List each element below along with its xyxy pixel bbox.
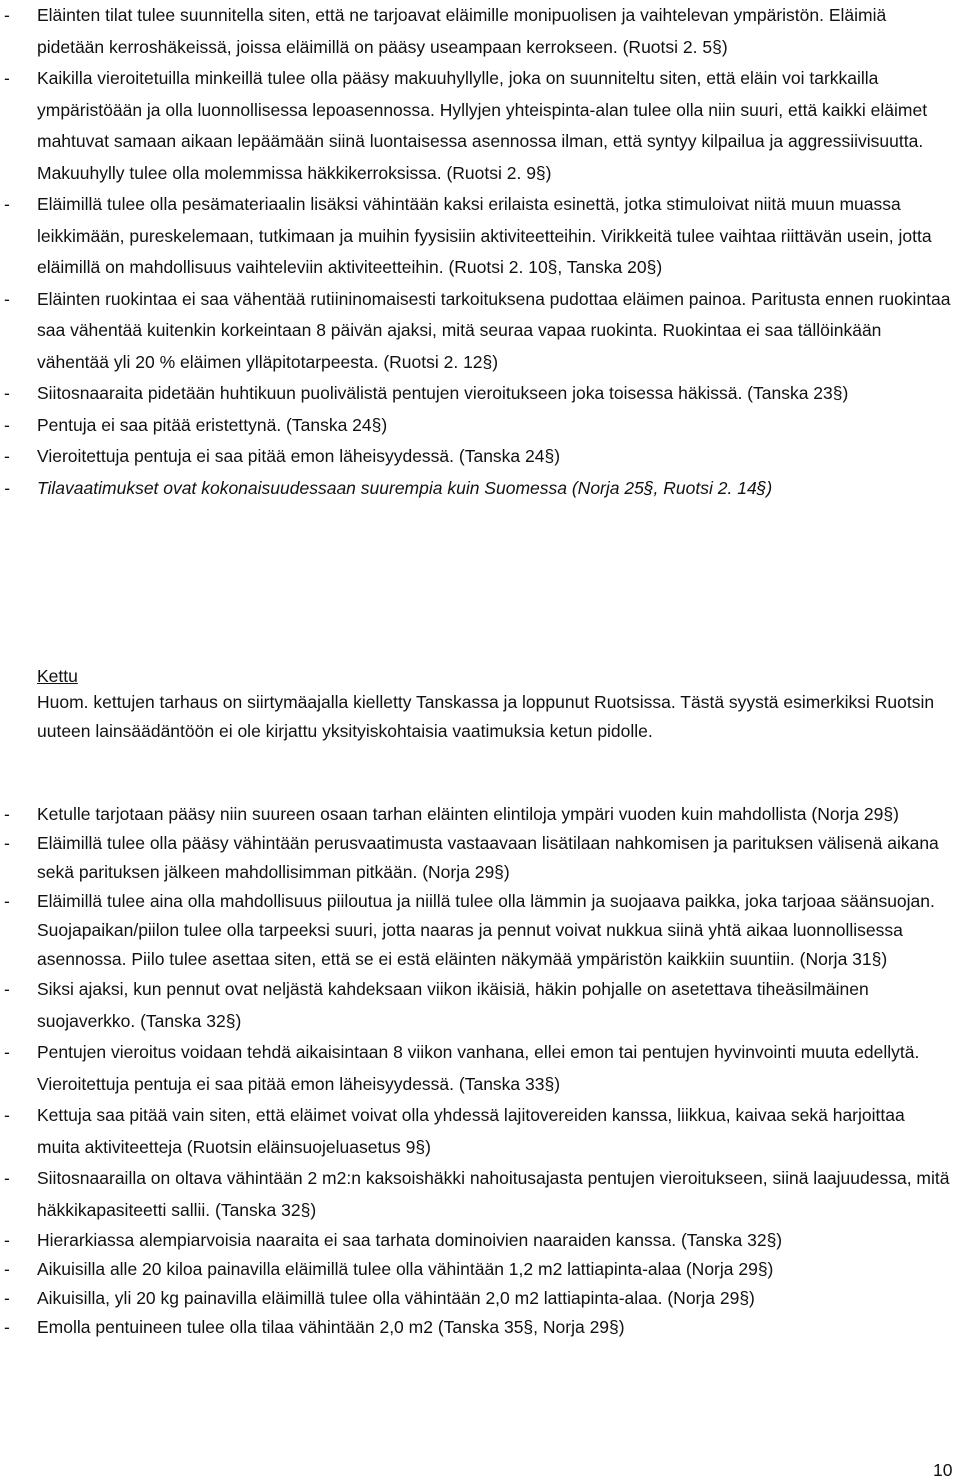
list-item: - Eläinten ruokintaa ei saa vähentää rutiininomaisesti tarkoituksena pudottaa eläimen painoa. Paritusta ennen ruokintaa saa vähentää kuitenkin korkeintaan 8 päivän ajaksi, mitä seuraa vapaa ruokinta. Ruokintaa ei saa tällöinkään vähentää yli 20 % eläimen ylläpitotarpeesta. (Ruotsi 2. 12§) xyxy=(0,284,960,379)
page-number: 10 xyxy=(933,1460,953,1480)
list-item: - Eläimillä tulee olla pääsy vähintään perusvaatimusta vastaavaan lisätilaan nahkomisen ja parituksen välisenä aikana sekä parituksen jälkeen mahdollisimman pitkään. (Norja 29§) xyxy=(0,829,960,887)
list-item: - Kettuja saa pitää vain siten, että eläimet voivat olla yhdessä lajitovereiden kanssa, liikkua, kaivaa sekä harjoittaa muita aktiviteetteja (Ruotsin eläinsuojeluasetus 9§) xyxy=(0,1100,960,1163)
list-item: - Eläimillä tulee aina olla mahdollisuus piiloutua ja niillä tulee olla lämmin ja suojaava paikka, joka tarjoaa säänsuojan. Suojapaikan/piilon tulee olla tarpeeksi suuri, jotta naaras ja pennut voivat nukkua siinä yhtä aikaa luonnollisessa asennossa. Piilo tulee asettaa siten, että se ei estä eläinten näkymää ympäristön kaikkiin suuntiin. (Norja 31§) xyxy=(0,887,960,974)
list-item: - Hierarkiassa alempiarvoisia naaraita ei saa tarhata dominoivien naaraiden kanssa. (Tanska 32§) xyxy=(0,1226,960,1255)
section-heading: Kettu xyxy=(37,666,78,686)
list-item: - Kaikilla vieroitetuilla minkeillä tulee olla pääsy makuuhyllylle, joka on suunniteltu siten, että eläin voi tarkkailla ympäristöään ja olla luonnollisessa lepoasennossa. Hyllyjen yhteispinta-alan tulee olla niin suuri, että kaikki eläimet mahtuvat samaan aikaan lepäämään siinä luontaisessa asennossa ilman, että syntyy kilpailua ja aggressiivisuutta. Makuuhylly tulee olla molemmissa häkkikerroksissa. (Ruotsi 2. 9§) xyxy=(0,63,960,189)
list-item: - Eläinten tilat tulee suunnitella siten, että ne tarjoavat eläimille monipuolisen ja vaihtelevan ympäristön. Eläimiä pidetään kerroshäkeissä, joissa eläimillä on pääsy useampaan kerrokseen. (Ruotsi 2. 5§) xyxy=(0,0,960,63)
list-item: - Eläimillä tulee olla pesämateriaalin lisäksi vähintään kaksi erilaista esinettä, jotka stimuloivat niitä muun muassa leikkimään, pureskelemaan, tutkimaan ja muihin fyysisiin aktiviteetteihin. Virikkeitä tulee vaihtaa riittävän usein, jotta eläimillä on mahdollisuus vaihteleviin aktiviteetteihin. (Ruotsi 2. 10§, Tanska 20§) xyxy=(0,189,960,284)
list-item: - Siitosnaarailla on oltava vähintään 2 m2:n kaksoishäkki nahoitusajasta pentujen vieroitukseen, siinä laajuudessa, mitä häkkikapasiteetti sallii. (Tanska 32§) xyxy=(0,1163,960,1226)
list-item: - Emolla pentuineen tulee olla tilaa vähintään 2,0 m2 (Tanska 35§, Norja 29§) xyxy=(0,1313,960,1342)
section-note: Huom. kettujen tarhaus on siirtymäajalla kielletty Tanskassa ja loppunut Ruotsissa. Tästä syystä esimerkiksi Ruotsin uuteen lainsäädäntöön ei ole kirjattu yksityiskohtaisia vaatimuksia ketun pidolle. xyxy=(37,692,935,741)
list-item: - Siitosnaaraita pidetään huhtikuun puolivälistä pentujen vieroitukseen joka toisessa häkissä. (Tanska 23§) xyxy=(0,378,960,410)
requirements-list-fox xyxy=(0,800,960,1342)
list-item: - Pentuja ei saa pitää eristettynä. (Tanska 24§) xyxy=(0,410,960,442)
list-item: - Vieroitettuja pentuja ei saa pitää emon läheisyydessä. (Tanska 24§) xyxy=(0,441,960,473)
requirements-list-mink xyxy=(0,0,960,504)
list-item: - Tilavaatimukset ovat kokonaisuudessaan suurempia kuin Suomessa (Norja 25§, Ruotsi 2. 14§) xyxy=(0,473,960,505)
list-item: - Aikuisilla alle 20 kiloa painavilla eläimillä tulee olla vähintään 1,2 m2 lattiapinta-alaa (Norja 29§) xyxy=(0,1255,960,1284)
list-item: - Pentujen vieroitus voidaan tehdä aikaisintaan 8 viikon vanhana, ellei emon tai pentujen hyvinvointi muuta edellytä. Vieroitettuja pentuja ei saa pitää emon läheisyydessä. (Tanska 33§) xyxy=(0,1037,960,1100)
list-item: - Ketulle tarjotaan pääsy niin suureen osaan tarhan eläinten elintiloja ympäri vuoden kuin mahdollista (Norja 29§) xyxy=(0,800,960,829)
list-item: - Aikuisilla, yli 20 kg painavilla eläimillä tulee olla vähintään 2,0 m2 lattiapinta-alaa. (Norja 29§) xyxy=(0,1284,960,1313)
list-item: - Siksi ajaksi, kun pennut ovat neljästä kahdeksaan viikon ikäisiä, häkin pohjalle on asetettava tiheäsilmäinen suojaverkko. (Tanska 32§) xyxy=(0,974,960,1037)
